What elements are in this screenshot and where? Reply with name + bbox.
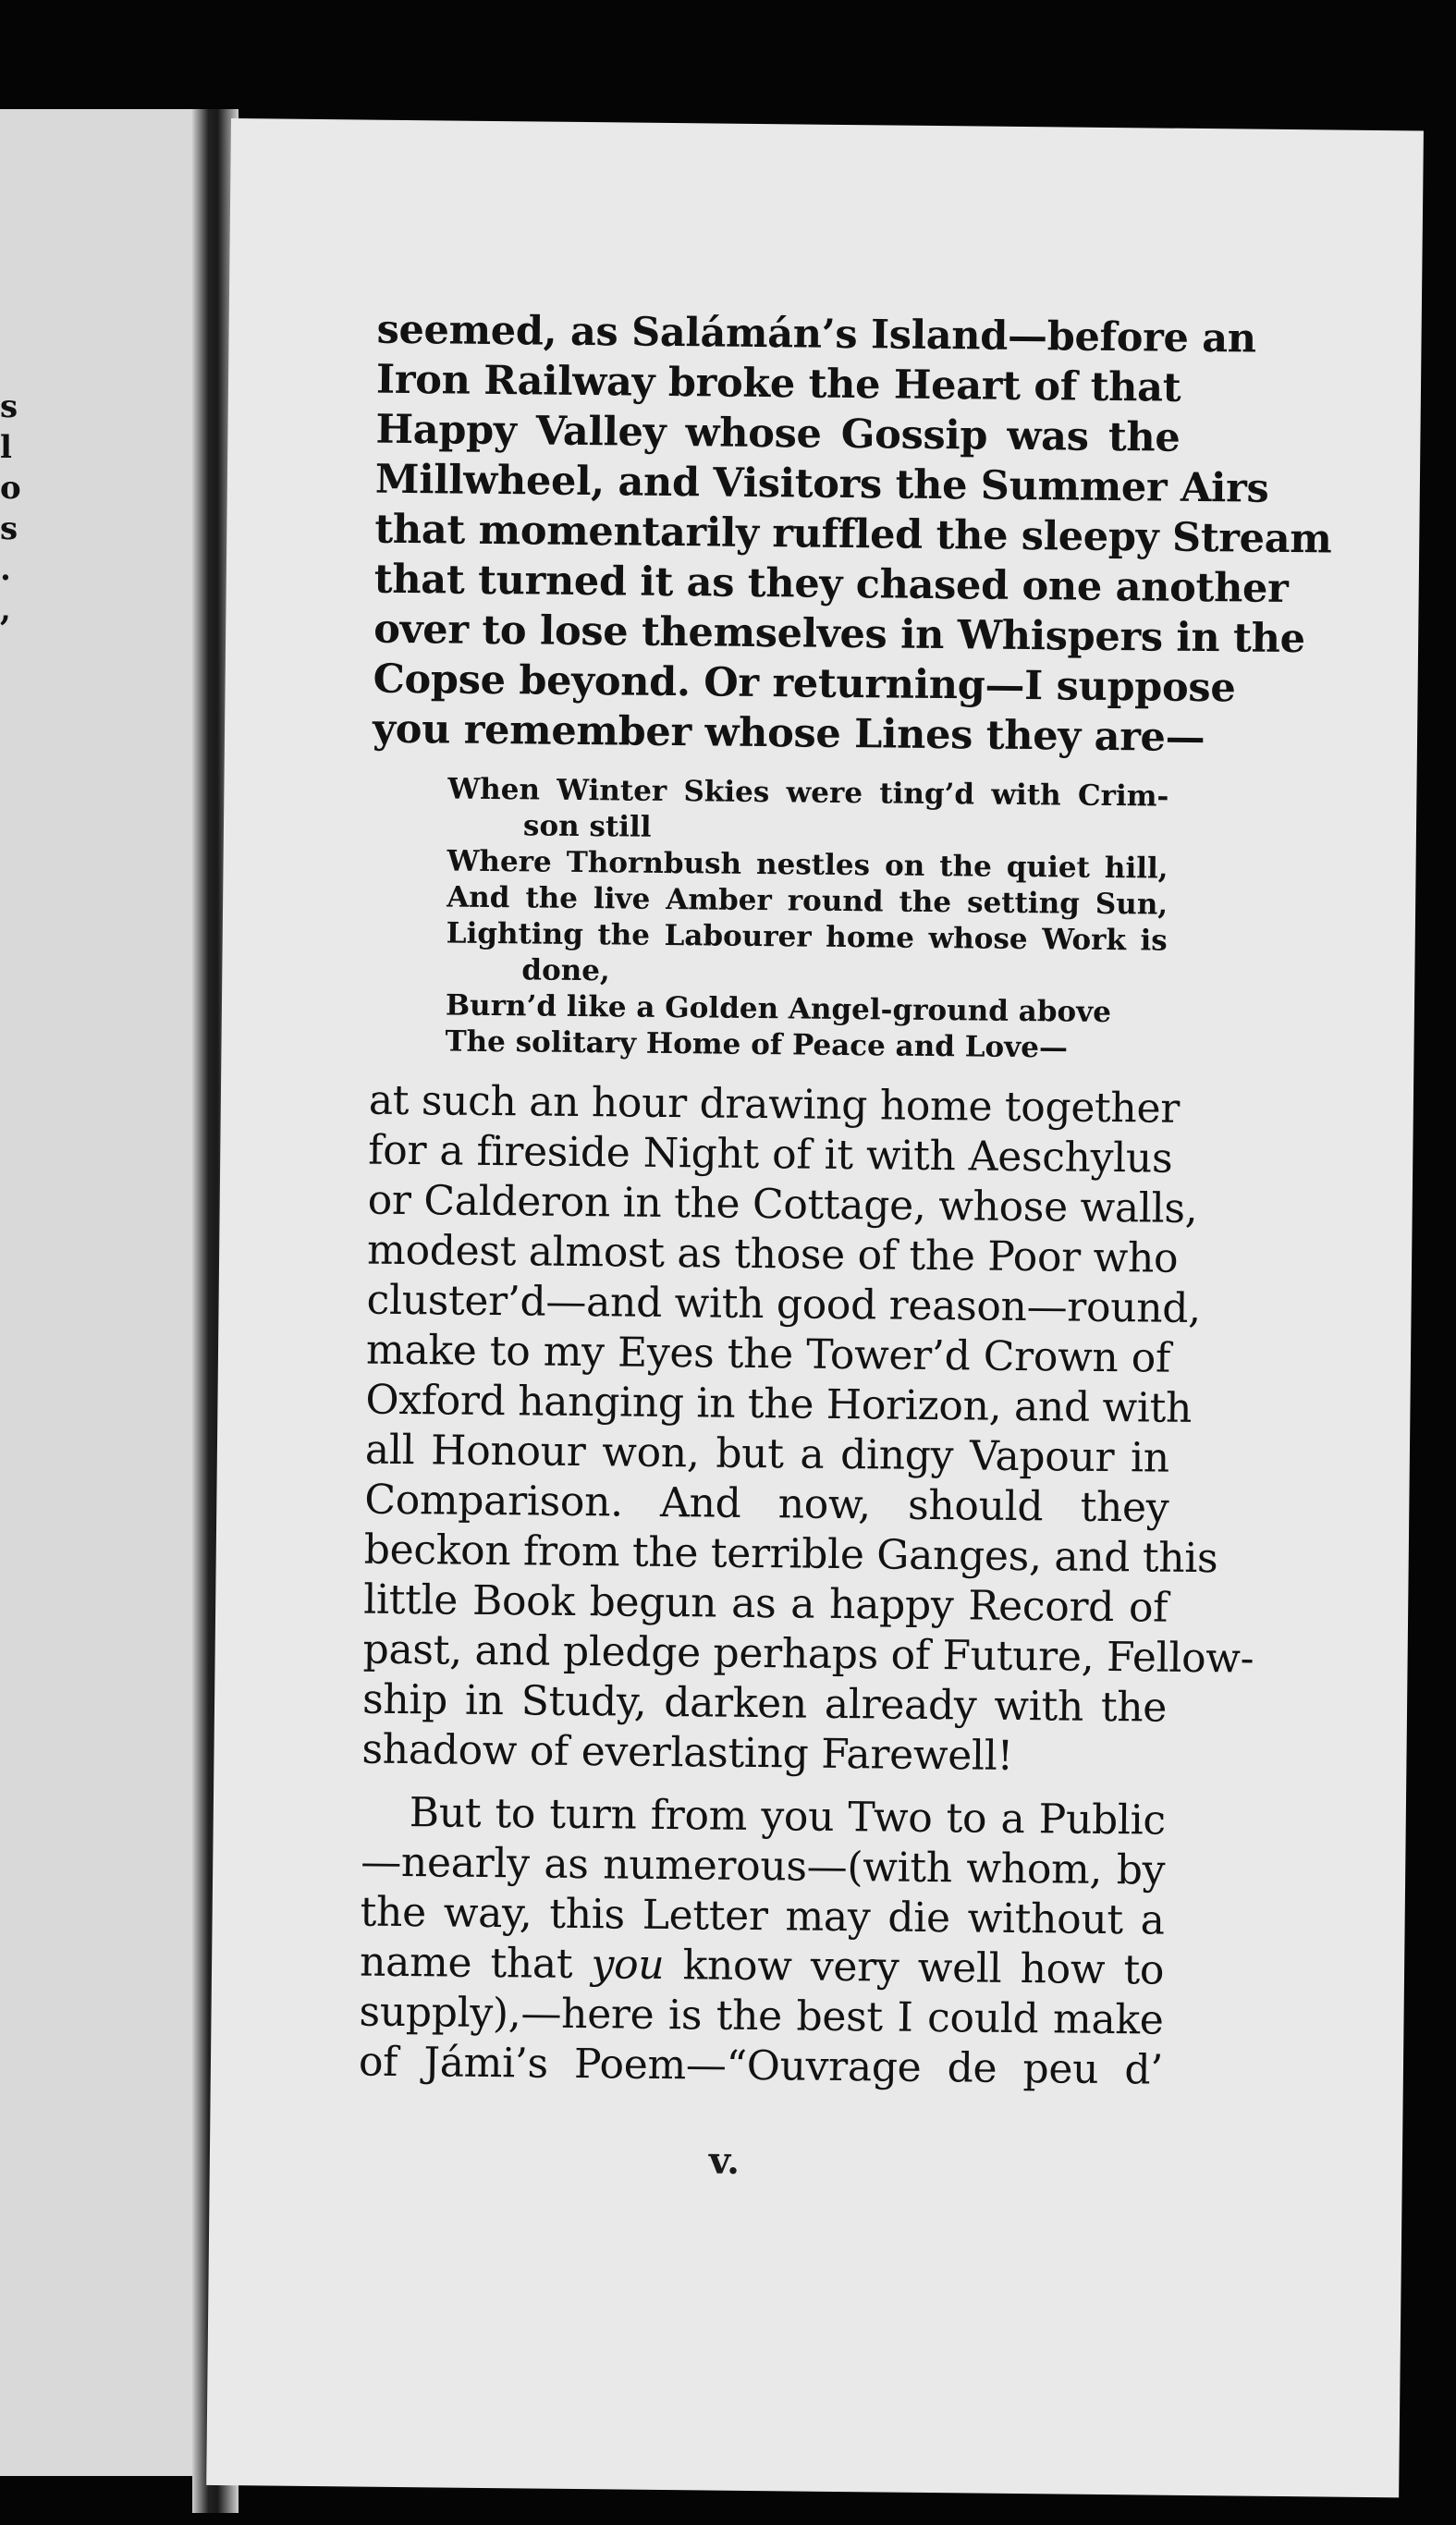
verse-line: done, bbox=[521, 953, 610, 988]
verse-line: son still bbox=[522, 809, 652, 844]
text-line: Happy Valley whose Gossip was the bbox=[375, 406, 1181, 461]
text-line: Oxford hanging in the Horizon, and with bbox=[365, 1376, 1193, 1432]
text-line: Copse beyond. Or returning—I suppose bbox=[373, 656, 1236, 712]
text-line: all Honour won, but a dingy Vapour in bbox=[364, 1426, 1170, 1482]
facing-page bbox=[0, 109, 203, 2476]
text-line: past, and pledge perhaps of Future, Fellow- bbox=[362, 1625, 1254, 1683]
text-line: Millwheel, and Visitors the Summer Airs bbox=[374, 456, 1269, 512]
text-line: But to turn from you Two to a Public bbox=[409, 1789, 1167, 1845]
text-line: —nearly as numerous—(with whom, by bbox=[360, 1838, 1166, 1894]
paragraph-1 bbox=[372, 305, 1332, 763]
text-line: over to lose themselves in Whispers in the bbox=[373, 606, 1305, 663]
text-segment: name that bbox=[359, 1938, 573, 1988]
text-line: or Calderon in the Cottage, whose walls, bbox=[367, 1176, 1198, 1233]
text-line: Comparison. And now, should they bbox=[364, 1476, 1169, 1532]
text-line: beckon from the terrible Ganges, and this bbox=[363, 1526, 1218, 1583]
fragment: l bbox=[0, 429, 12, 466]
fragment: s bbox=[0, 510, 18, 547]
paragraph-2 bbox=[361, 1076, 1254, 1783]
text-line: for a fireside Night of it with Aeschylus bbox=[368, 1126, 1173, 1183]
verse-line: Lighting the Labourer home whose Work is bbox=[446, 916, 1168, 958]
verse-quotation bbox=[445, 771, 1168, 1067]
page-text-block bbox=[358, 305, 1332, 2096]
text-line: the way, this Letter may die without a bbox=[360, 1888, 1165, 1944]
verse-line: And the live Amber round the setting Sun, bbox=[447, 880, 1168, 922]
fragment: , bbox=[0, 592, 11, 629]
page-number: v. bbox=[708, 2139, 740, 2183]
text-line: modest almost as those of the Poor who bbox=[366, 1226, 1179, 1282]
text-line: at such an hour drawing home together bbox=[368, 1076, 1181, 1133]
verse-line: Where Thornbush nestles on the quiet hill, bbox=[447, 844, 1168, 886]
fragment: o bbox=[0, 470, 21, 507]
text-line-with-italic bbox=[360, 1938, 1165, 1996]
text-line: ship in Study, darken already with the bbox=[361, 1675, 1168, 1732]
facing-page-text-fragments bbox=[0, 386, 21, 631]
text-line: of Jámi’s Poem—“Ouvrage de peu d’ bbox=[358, 2038, 1164, 2094]
fragment: s bbox=[0, 388, 18, 425]
text-line: supply),—here is the best I could make bbox=[359, 1988, 1164, 2044]
text-line: shadow of everlasting Farewell! bbox=[361, 1725, 1014, 1780]
text-line: that momentarily ruffled the sleepy Stream bbox=[374, 506, 1332, 563]
fragment: . bbox=[0, 551, 11, 588]
text-line: little Book begun as a happy Record of bbox=[362, 1575, 1168, 1632]
text-segment: know very well how to bbox=[682, 1942, 1165, 1994]
text-line: seemed, as Salámán’s Island—before an bbox=[376, 306, 1257, 362]
paragraph-3 bbox=[359, 1788, 1166, 2096]
verse-line: Burn’d like a Golden Angel-ground above bbox=[445, 988, 1112, 1030]
text-line: that turned it as they chased one another bbox=[373, 556, 1289, 613]
text-line: you remember whose Lines they are— bbox=[372, 705, 1205, 762]
text-line: make to my Eyes the Tower’d Crown of bbox=[365, 1326, 1171, 1382]
verse-line: When Winter Skies were ting’d with Crim- bbox=[447, 772, 1169, 814]
book-page bbox=[206, 118, 1424, 2497]
italic-word: you bbox=[591, 1941, 665, 1990]
verse-line: The solitary Home of Peace and Love— bbox=[445, 1024, 1069, 1065]
text-line: cluster’d—and with good reason—round, bbox=[366, 1276, 1202, 1333]
text-line: Iron Railway broke the Heart of that bbox=[375, 356, 1181, 411]
